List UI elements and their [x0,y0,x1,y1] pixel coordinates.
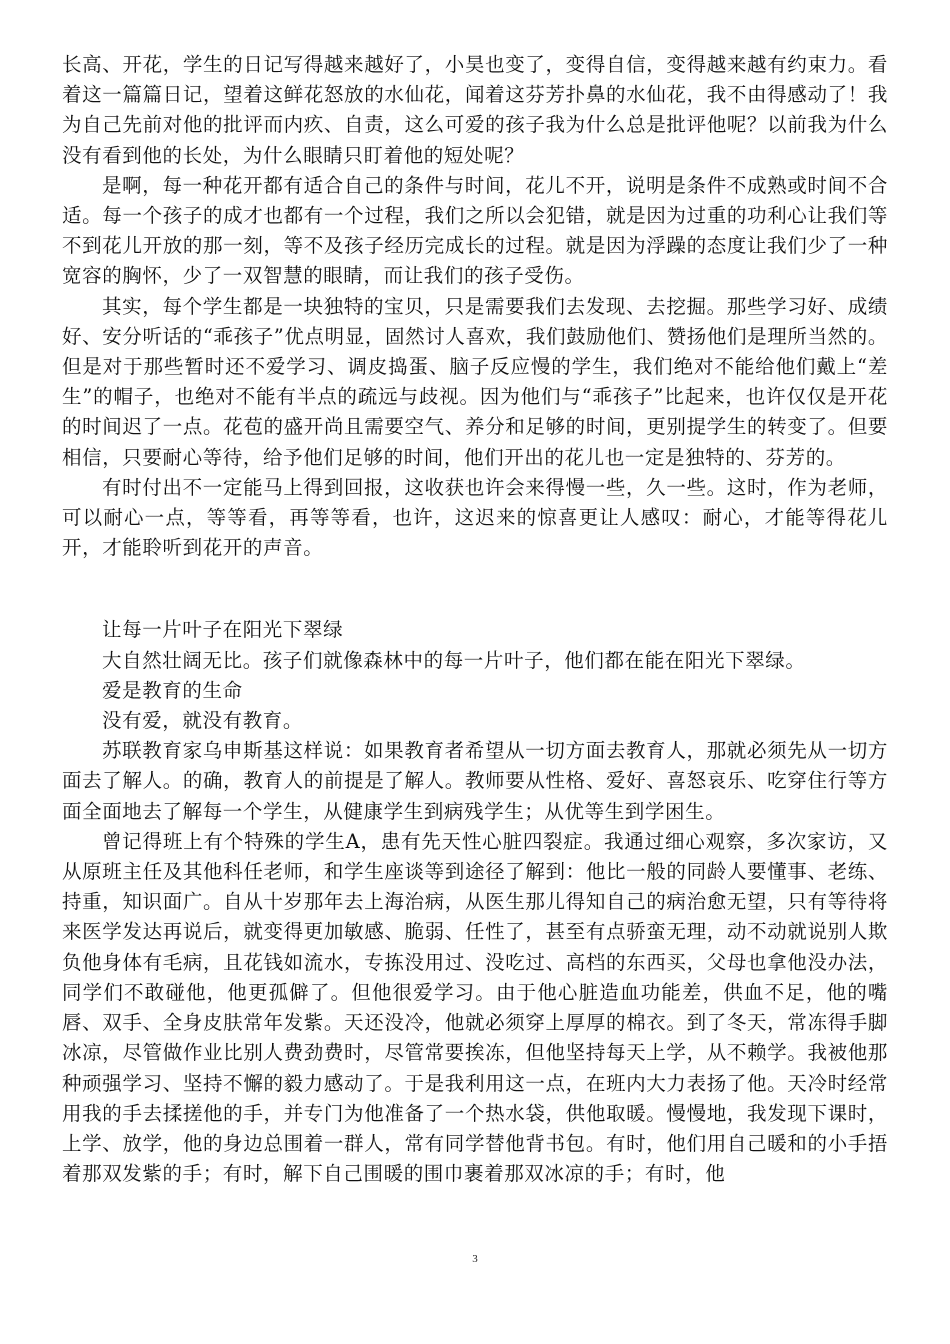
section-subtitle: 爱是教育的生命 [102,678,243,702]
page-number: 3 [472,1253,478,1265]
paragraph: 曾记得班上有个特殊的学生A，患有先天性心脏四裂症。我通过细心观察，多次家访，又从原班主任及其他科任老师，和学生座谈等到途径了解到：他比一般的同龄人要懂事、老练、持重，知识面广。自从十岁那年去上海治病，从医生那儿得知自己的病治愈无望，只有等待将来医学发达再说后，就变得更加敏感、脆弱、任性了，甚至有点骄蛮无理，动不动就说别人欺负他身体有毛病，且花钱如流水，专拣没用过、没吃过、高档的东西买，父母也拿他没办法，同学们不敢碰他，他更孤僻了。但他很爱学习。由于他心脏造血功能差，供血不足，他的嘴唇、双手、全身皮肤常年发紫。天还没冷，他就必须穿上厚厚的棉衣。到了冬天，常冻得手脚冰凉，尽管做作业比别人费劲费时，尽管常要挨冻，但他坚持每天上学，从不赖学。我被他那种顽强学习、坚持不懈的毅力感动了。于是我利用这一点，在班内大力表扬了他。天冷时经常用我的手去揉搓他的手，并专门为他准备了一个热水袋，供他取暖。慢慢地，我发现下课时，上学、放学，他的身边总围着一群人，常有同学替他背书包。有时，他们用自己暖和的小手捂着那双发紫的手；有时，解下自己围暖的围巾裹着那双冰凉的手；有时，他 [62,829,888,1186]
paragraph: 其实，每个学生都是一块独特的宝贝，只是需要我们去发现、去挖掘。那些学习好、成绩好、安分听话的“乖孩子”优点明显，固然讨人喜欢，我们鼓励他们、赞扬他们是理所当然的。但是对于那些暂时还不爱学习、调皮捣蛋、脑子反应慢的学生，我们绝对不能给他们戴上“差生”的帽子，也绝对不能有半点的疏远与歧视。因为他们与“乖孩子”比起来，也许仅仅是开花的时间迟了一点。花苞的盛开尚且需要空气、养分和足够的时间，更别提学生的转变了。但要相信，只要耐心等待，给予他们足够的时间，他们开出的花儿也一定是独特的、芬芳的。 [62,294,888,469]
section-title: 让每一片叶子在阳光下翠绿 [102,618,344,642]
paragraph: 没有爱，就没有教育。 [102,709,304,733]
paragraph: 大自然壮阔无比。孩子们就像森林中的每一片叶子，他们都在能在阳光下翠绿。 [102,648,806,672]
paragraph: 是啊，每一种花开都有适合自己的条件与时间，花儿不开，说明是条件不成熟或时间不合适。每一个孩子的成才也都有一个过程，我们之所以会犯错，就是因为过重的功利心让我们等不到花儿开放的那一刻，等不及孩子经历完成长的过程。就是因为浮躁的态度让我们少了一种宽容的胸怀，少了一双智慧的眼睛，而让我们的孩子受伤。 [62,173,888,288]
paragraph: 有时付出不一定能马上得到回报，这收获也许会来得慢一些，久一些。这时，作为老师，可以耐心一点，等等看，再等等看，也许，这迟来的惊喜更让人感叹：耐心，才能等得花儿开，才能聆听到花开的声音。 [62,475,888,560]
section-gap [62,563,888,615]
paragraph: 长高、开花，学生的日记写得越来越好了，小昊也变了，变得自信，变得越来越有约束力。看着这一篇篇日记，望着这鲜花怒放的水仙花，闻着这芬芳扑鼻的水仙花，我不由得感动了！我为自己先前对他的批评而内疚、自责，这么可爱的孩子我为什么总是批评他呢？以前我为什么没有看到他的长处，为什么眼睛只盯着他的短处呢？ [62,53,888,167]
document-page [62,50,888,1189]
paragraph: 苏联教育家乌申斯基这样说：如果教育者希望从一切方面去教育人，那就必须先从一切方面去了解人。的确，教育人的前提是了解人。教师要从性格、爱好、喜怒哀乐、吃穿住行等方面全面地去了解每一个学生，从健康学生到病残学生；从优等生到学困生。 [62,739,888,823]
